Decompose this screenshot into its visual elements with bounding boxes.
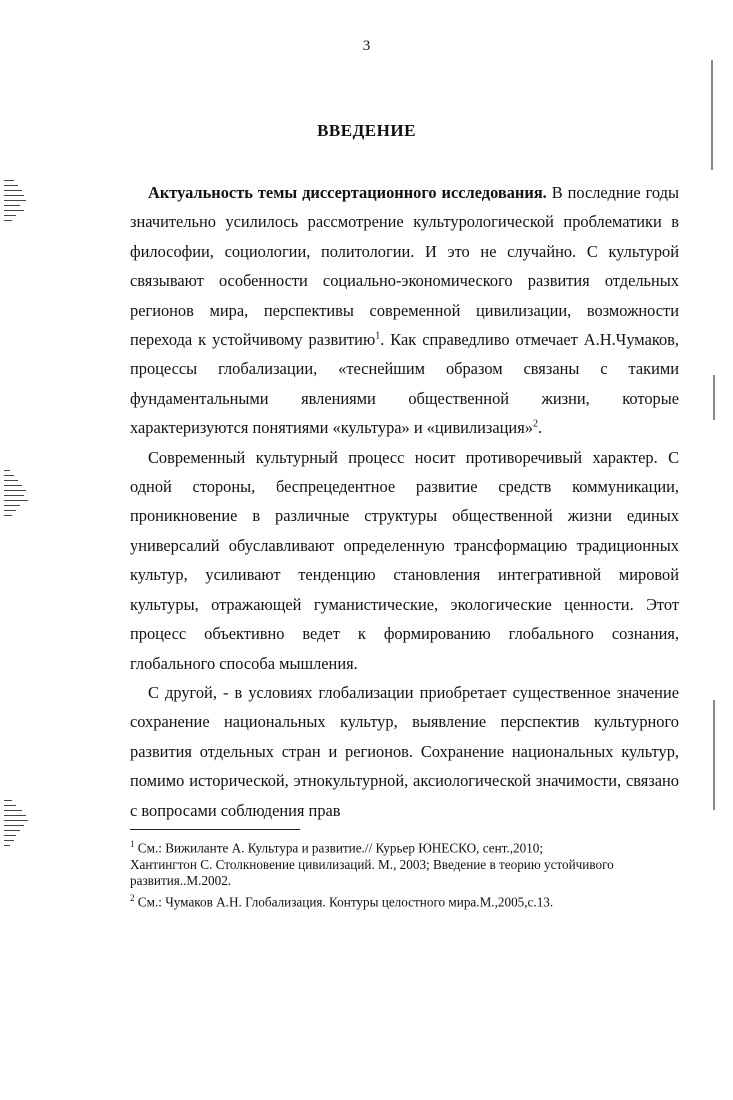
scan-artifact-right — [713, 375, 715, 420]
scan-artifact-left — [4, 470, 28, 520]
scan-artifact-left — [4, 800, 28, 850]
footnote-1 — [130, 836, 679, 890]
paragraph-3: С другой, - в условиях глобализации приобретает существенное значение сохранение национальных культур, выявление перспектив культурного развития отдельных стран и регионов. Сохранение национальных культур, помимо исторической, этнокультурной, аксиологической значимости, связано с вопросами соблюдения прав — [130, 682, 679, 820]
body-text — [130, 178, 679, 825]
paragraph-2: Современный культурный процесс носит противоречивый характер. С одной стороны, беспрецедентное развитие средств коммуникации, проникновение в различные структуры общественной жизни единых универсалий обуславливают определенную трансформацию традиционных культур, усиливают тенденцию становления интегративной мировой культуры, отражающей гуманистические, экологические ценности. Этот процесс объективно ведет к формированию глобального сознания, глобального способа мышления. — [130, 447, 679, 673]
footnote-text: Хантингтон С. Столкновение цивилизаций. М., 2003; Введение в теорию устойчивого развития..М.2002. — [130, 856, 614, 889]
paragraph-text: . — [537, 418, 543, 438]
footnote-divider — [130, 829, 300, 830]
page-title: ВВЕДЕНИЕ — [317, 121, 416, 140]
paragraph-text: В последние годы значительно усилилось рассмотрение культурологической проблематики в философии, социологии, политологии. И это не случайно. С культурой связывают особенности социально-экономического развития отдельных регионов мира, перспективы современной цивилизации, возможности перехода к устойчивому развитию — [130, 183, 679, 350]
footnote-ref-1: 1 — [375, 330, 381, 342]
paragraph-1 — [130, 178, 679, 443]
footnote-text: См.: Чумаков А.Н. Глобализация. Контуры целостного мира.М.,2005,с.13. — [134, 894, 554, 910]
scan-artifact-right — [711, 60, 713, 170]
page-number: 3 — [362, 38, 371, 54]
footnote-ref-2: 2 — [532, 418, 538, 430]
footnote-2 — [130, 890, 679, 911]
footnotes — [130, 836, 679, 911]
scan-artifact-left — [4, 180, 28, 225]
paragraph-text: . Как справедливо отмечает А.Н.Чумаков, процессы глобализации, «теснейшим образом связаны с такими фундаментальными явлениями общественной жизни, которые характеризуются понятиями «культура» и «цивилизация» — [130, 330, 680, 438]
scan-artifact-right — [713, 700, 715, 810]
footnote-mark: 1 — [130, 839, 135, 849]
paragraph-lead: Актуальность темы диссертационного исследования. — [148, 183, 547, 202]
footnote-mark: 2 — [130, 892, 135, 903]
footnote-text: См.: Вижиланте А. Культура и развитие.// Курьер ЮНЕСКО, сент.,2010; — [134, 840, 544, 856]
